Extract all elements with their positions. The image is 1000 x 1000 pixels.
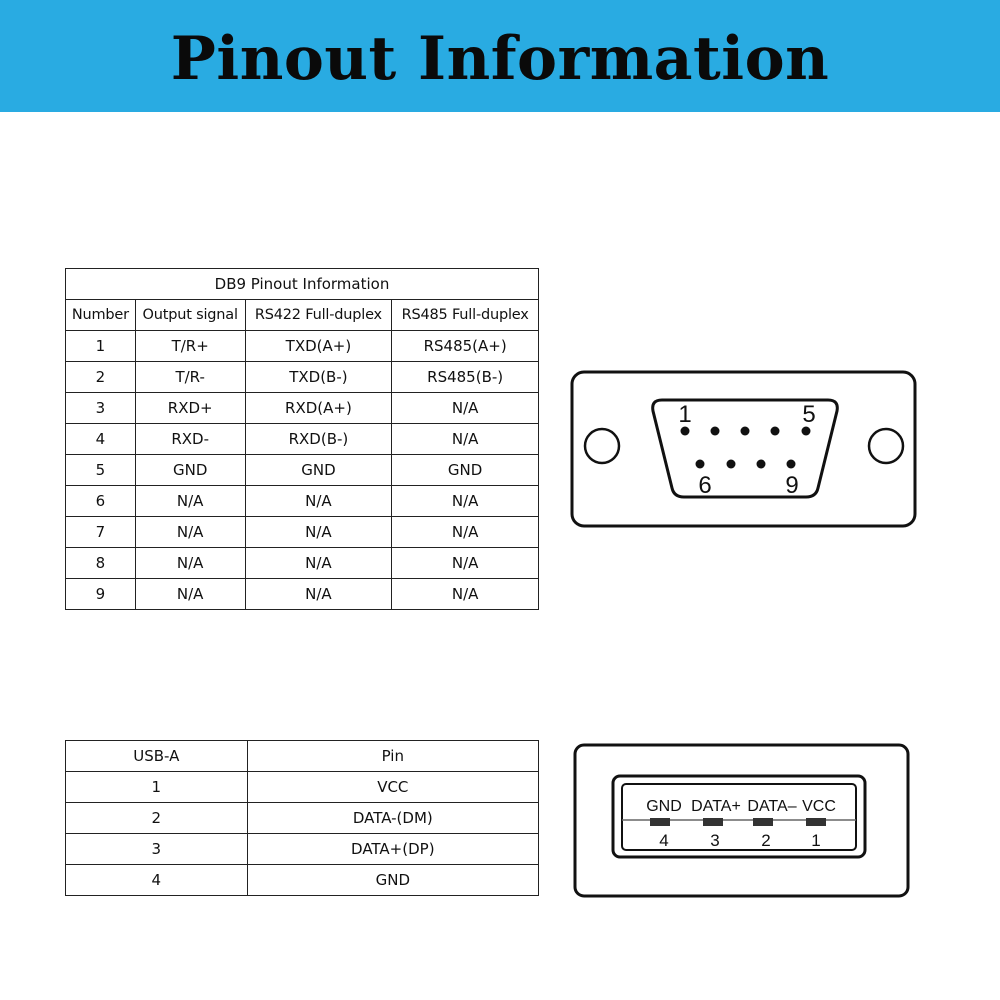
usb-pin-number: 4	[659, 831, 669, 850]
usb-contact	[806, 818, 826, 826]
table-cell: T/R-	[135, 362, 245, 393]
table-cell: RS485(A+)	[392, 331, 539, 362]
pin-dot	[787, 460, 796, 469]
table-cell: 1	[66, 772, 248, 803]
table-cell: N/A	[135, 579, 245, 610]
table-row	[66, 579, 539, 610]
column-header: USB-A	[66, 741, 248, 772]
table-row	[66, 424, 539, 455]
table-cell: 7	[66, 517, 136, 548]
pin-dot	[741, 427, 750, 436]
mounting-hole-icon	[869, 429, 903, 463]
column-header: Output signal	[135, 300, 245, 331]
table-cell: N/A	[392, 579, 539, 610]
table-row	[66, 548, 539, 579]
usb-pin-number: 3	[710, 831, 720, 850]
usb-pin-number: 1	[811, 831, 821, 850]
table-cell: 9	[66, 579, 136, 610]
pin-label-5: 5	[802, 401, 816, 428]
table-cell: N/A	[245, 486, 392, 517]
table-cell: RXD-	[135, 424, 245, 455]
table-cell: RXD+	[135, 393, 245, 424]
table-row	[66, 331, 539, 362]
table-cell: 3	[66, 393, 136, 424]
table-row	[66, 772, 539, 803]
table-cell: N/A	[245, 579, 392, 610]
pin-dot	[757, 460, 766, 469]
table-row	[66, 803, 539, 834]
table-cell: DATA+(DP)	[247, 834, 538, 865]
db9-connector-diagram	[560, 360, 940, 540]
table-cell: 6	[66, 486, 136, 517]
usb-signal-label: DATA–	[747, 798, 797, 815]
table-row	[66, 455, 539, 486]
usb-a-pinout-table	[65, 740, 539, 896]
pin-dot	[771, 427, 780, 436]
usb-port-inner	[622, 784, 856, 850]
usb-signal-label: DATA+	[691, 798, 741, 815]
table-row	[66, 486, 539, 517]
table-cell: N/A	[392, 517, 539, 548]
table-row	[66, 865, 539, 896]
table-cell: 3	[66, 834, 248, 865]
table-cell: N/A	[135, 517, 245, 548]
table-cell: TXD(B-)	[245, 362, 392, 393]
table-cell: RXD(B-)	[245, 424, 392, 455]
table-cell: N/A	[392, 424, 539, 455]
table-cell: T/R+	[135, 331, 245, 362]
table-cell: 4	[66, 865, 248, 896]
pin-dot	[727, 460, 736, 469]
table-cell: N/A	[135, 486, 245, 517]
table-cell: GND	[135, 455, 245, 486]
table-cell: VCC	[247, 772, 538, 803]
table-cell: 2	[66, 362, 136, 393]
db9-shell-outline	[572, 372, 915, 526]
table-cell: N/A	[135, 548, 245, 579]
usb-signal-label: VCC	[802, 798, 836, 815]
pin-label-9: 9	[785, 472, 799, 499]
table-cell: GND	[245, 455, 392, 486]
usb-contact	[703, 818, 723, 826]
column-header: Number	[66, 300, 136, 331]
usb-port-outer	[613, 776, 865, 857]
page-title: Pinout Information	[170, 24, 830, 94]
table-cell: 8	[66, 548, 136, 579]
table-header-row	[66, 741, 539, 772]
usb-pin-number: 2	[761, 831, 771, 850]
table-cell: RS485(B-)	[392, 362, 539, 393]
table-header-row	[66, 300, 539, 331]
column-header: RS422 Full-duplex	[245, 300, 392, 331]
table-row	[66, 393, 539, 424]
table-cell: 5	[66, 455, 136, 486]
table-cell: N/A	[392, 548, 539, 579]
table-row	[66, 517, 539, 548]
usb-contact	[650, 818, 670, 826]
table-cell: N/A	[392, 486, 539, 517]
table-cell: GND	[247, 865, 538, 896]
table-cell: N/A	[392, 393, 539, 424]
table-cell: N/A	[245, 517, 392, 548]
pin-dot	[711, 427, 720, 436]
table-cell: TXD(A+)	[245, 331, 392, 362]
table-cell: 4	[66, 424, 136, 455]
table-cell: GND	[392, 455, 539, 486]
pin-dot	[696, 460, 705, 469]
usb-signal-label: GND	[646, 798, 682, 815]
usb-contact	[753, 818, 773, 826]
column-header: Pin	[247, 741, 538, 772]
table-cell: N/A	[245, 548, 392, 579]
table-row	[66, 362, 539, 393]
table-cell: RXD(A+)	[245, 393, 392, 424]
mounting-hole-icon	[585, 429, 619, 463]
usb-a-connector-diagram	[570, 740, 915, 900]
db9-pinout-table	[65, 268, 539, 610]
pin-label-6: 6	[698, 472, 712, 499]
column-header: RS485 Full-duplex	[392, 300, 539, 331]
table-cell: DATA-(DM)	[247, 803, 538, 834]
db9-table-title: DB9 Pinout Information	[66, 269, 539, 300]
table-cell: 1	[66, 331, 136, 362]
table-cell: 2	[66, 803, 248, 834]
table-row	[66, 834, 539, 865]
pin-label-1: 1	[678, 401, 692, 428]
